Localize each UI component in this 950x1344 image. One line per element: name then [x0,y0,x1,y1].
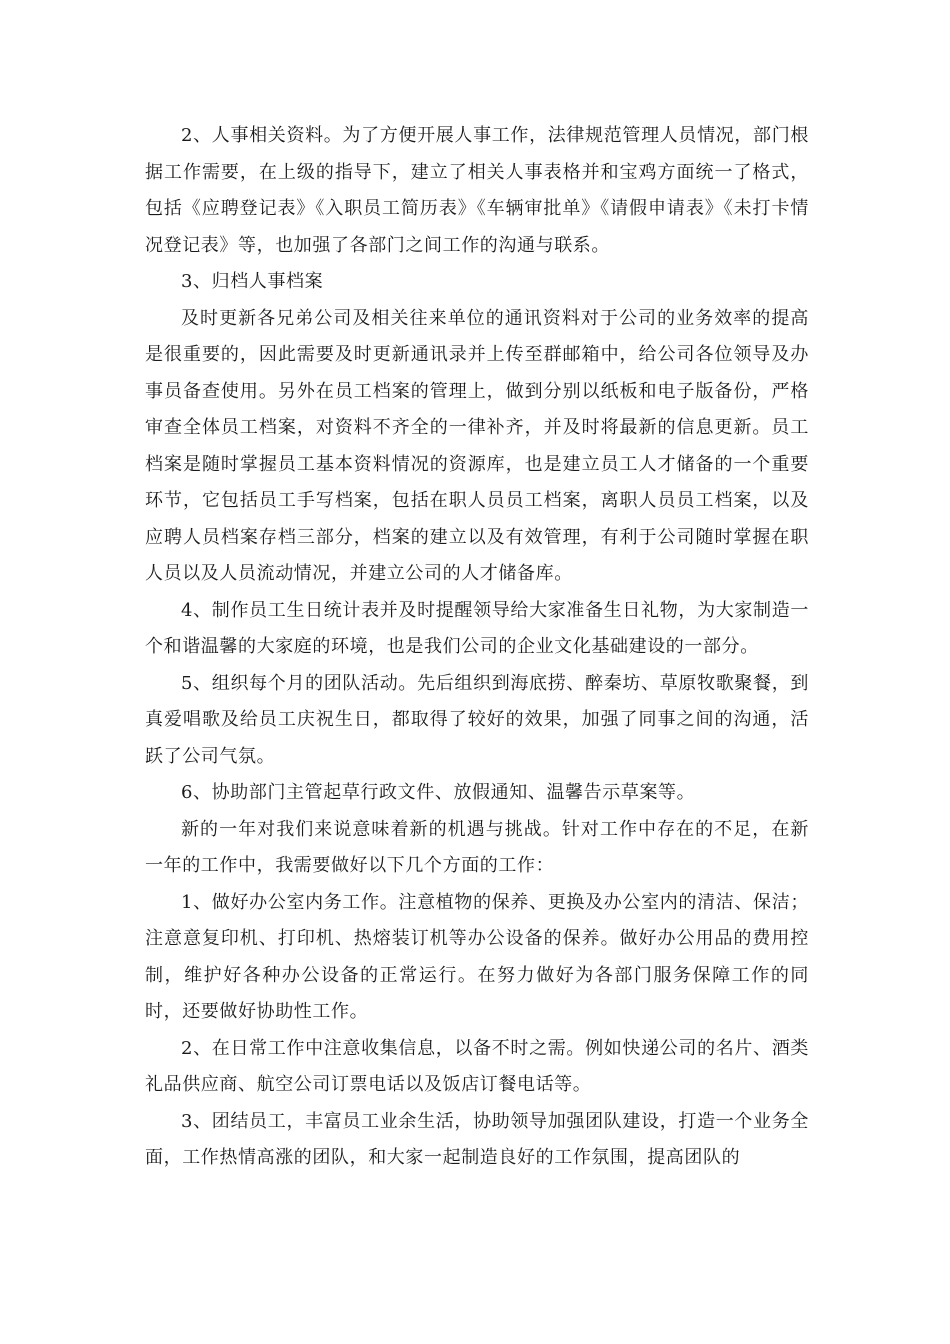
paragraph-collect-info: 2、在日常工作中注意收集信息，以备不时之需。例如快递公司的名片、酒类礼品供应商、航空公司订票电话以及饭店订餐电话等。 [145,1037,809,1095]
paragraph-hr-materials: 2、人事相关资料。为了方便开展人事工作，法律规范管理人员情况，部门根据工作需要，在上级的指导下，建立了相关人事表格并和宝鸡方面统一了格式，包括《应聘登记表》《入职员工简历表》《车辆审批单》《请假申请表》《未打卡情况登记表》等，也加强了各部门之间工作的沟通与联系。 [145,125,809,256]
paragraph-new-year-intro: 新的一年对我们来说意味着新的机遇与挑战。针对工作中存在的不足，在新一年的工作中，我需要做好以下几个方面的工作： [145,818,809,876]
document-page [145,118,809,1177]
paragraph-birthday-stats: 4、制作员工生日统计表并及时提醒领导给大家准备生日礼物，为大家制造一个和谐温馨的大家庭的环境，也是我们公司的企业文化基础建设的一部分。 [145,599,809,657]
paragraph-team-building: 3、团结员工，丰富员工业余生活，协助领导加强团队建设，打造一个业务全面，工作热情高涨的团队，和大家一起制造良好的工作氛围，提高团队的 [145,1110,809,1168]
paragraph-archive-heading: 3、归档人事档案 [181,271,324,292]
paragraph-drafting-documents: 6、协助部门主管起草行政文件、放假通知、温馨告示草案等。 [181,782,696,803]
paragraph-team-activities: 5、组织每个月的团队活动。先后组织到海底捞、醉秦坊、草原牧歌聚餐，到真爱唱歌及给员工庆祝生日，都取得了较好的效果，加强了同事之间的沟通，活跃了公司气氛。 [145,672,809,767]
paragraph-office-affairs: 1、做好办公室内务工作。注意植物的保养、更换及办公室内的清洁、保洁；注意意复印机、打印机、热熔装订机等办公设备的保养。做好办公用品的费用控制，维护好各种办公设备的正常运行。在努力做好为各部门服务保障工作的同时，还要做好协助性工作。 [145,891,809,1022]
paragraph-archive-details: 及时更新各兄弟公司及相关往来单位的通讯资料对于公司的业务效率的提高是很重要的，因此需要及时更新通讯录并上传至群邮箱中，给公司各位领导及办事员备查使用。另外在员工档案的管理上，做到分别以纸板和电子版备份，严格审查全体员工档案，对资料不齐全的一律补齐，并及时将最新的信息更新。员工档案是随时掌握员工基本资料情况的资源库，也是建立员工人才储备的一个重要环节，它包括员工手写档案，包括在职人员员工档案，离职人员员工档案，以及应聘人员档案存档三部分，档案的建立以及有效管理，有利于公司随时掌握在职人员以及人员流动情况，并建立公司的人才储备库。 [145,307,809,584]
